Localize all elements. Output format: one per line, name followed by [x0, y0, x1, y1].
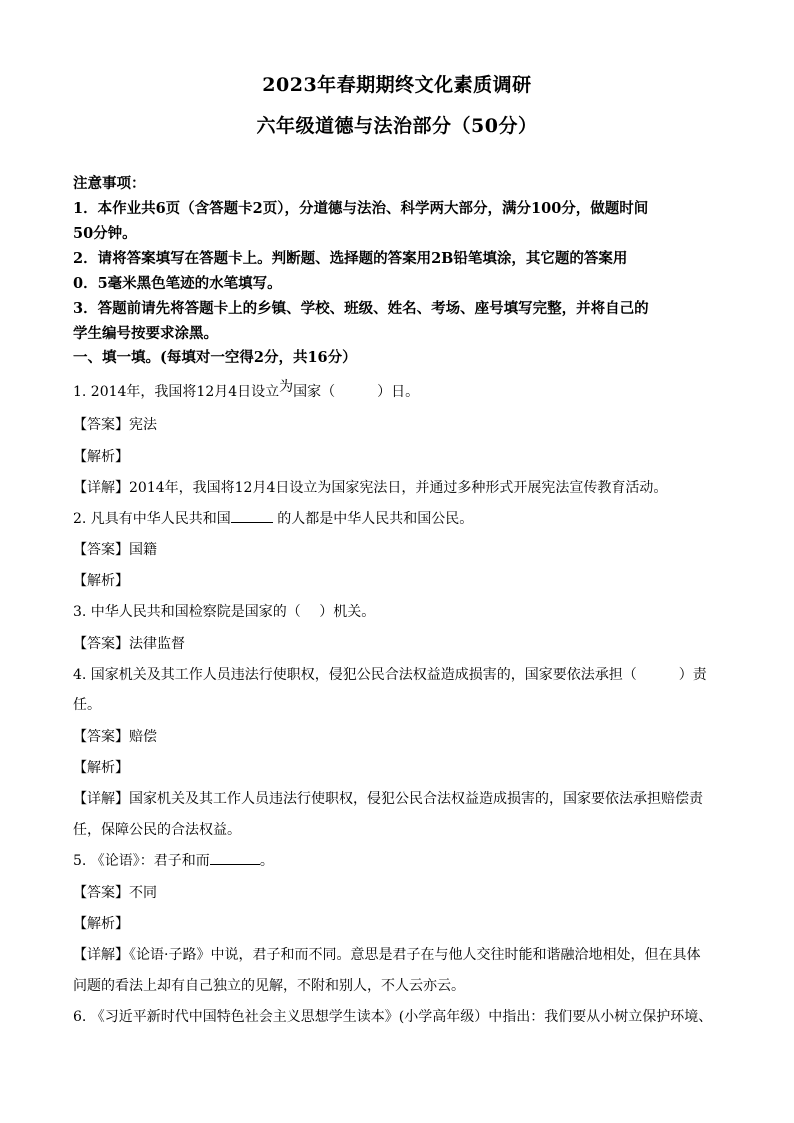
answer-label: 【答案】 — [73, 729, 129, 745]
question-text: 1. 2014年，我国将12月4日设立 — [73, 384, 280, 400]
answer-3 — [73, 633, 185, 653]
notes-line: 2．请将答案填写在答题卡上。判断题、选择题的答案用2B铅笔填涂，其它题的答案用 — [73, 250, 628, 267]
detail-5-cont — [73, 975, 465, 995]
question-text: 为 — [279, 379, 294, 395]
notes-line: 50分钟。 — [73, 225, 137, 242]
answer-text: 法律监督 — [129, 636, 185, 652]
analysis-1 — [73, 446, 129, 466]
notes-line: 0．5毫米黑色笔迹的水笔填写。 — [73, 275, 282, 292]
question-text: 国家（ ）日。 — [293, 384, 420, 400]
analysis-label: 【解析】 — [73, 573, 129, 589]
answer-1 — [73, 414, 157, 434]
detail-label: 【详解】 — [73, 791, 129, 807]
question-text: 5. 《论语》：君子和而 — [73, 853, 210, 869]
analysis-label: 【解析】 — [73, 760, 129, 776]
question-5 — [73, 850, 274, 870]
answer-text: 国籍 — [129, 542, 157, 558]
question-text: 4. 国家机关及其工作人员违法行使职权，侵犯公民合法权益造成损害的，国家要依法承担（ ）责 — [73, 667, 707, 683]
fill-blank — [210, 852, 260, 865]
question-2 — [73, 508, 473, 528]
answer-text: 宪法 — [129, 417, 157, 433]
question-text: 。 — [259, 853, 274, 869]
analysis-label: 【解析】 — [73, 449, 129, 465]
answer-5 — [73, 882, 157, 902]
answer-text: 赔偿 — [129, 729, 157, 745]
answer-label: 【答案】 — [73, 885, 129, 901]
analysis-label: 【解析】 — [73, 916, 129, 932]
analysis-2 — [73, 570, 129, 590]
question-4-cont — [73, 694, 101, 714]
question-3 — [73, 601, 375, 621]
fill-blank — [231, 510, 273, 523]
detail-label: 【详解】 — [73, 480, 129, 496]
page-subtitle: 六年级道德与法治部分（50分） — [256, 115, 538, 137]
analysis-4 — [73, 757, 129, 777]
question-text: 3. 中华人民共和国检察院是国家的（ ）机关。 — [73, 604, 376, 620]
detail-label: 【详解】 — [73, 947, 129, 963]
detail-text: 2014年，我国将12月4日设立为国家宪法日，并通过多种形式开展宪法宣传教育活动。 — [129, 480, 668, 496]
detail-text: 问题的看法上却有自己独立的见解，不附和别人，不人云亦云。 — [73, 978, 465, 994]
analysis-5 — [73, 913, 129, 933]
question-4 — [73, 664, 707, 684]
question-text: 2. 凡具有中华人民共和国 — [73, 511, 231, 527]
answer-label: 【答案】 — [73, 542, 129, 558]
answer-4 — [73, 726, 157, 746]
detail-1 — [73, 477, 667, 497]
answer-label: 【答案】 — [73, 417, 129, 433]
question-text: 的人都是中华人民共和国公民。 — [272, 511, 474, 527]
detail-5 — [73, 944, 700, 964]
answer-2 — [73, 539, 157, 559]
answer-text: 不同 — [129, 885, 157, 901]
question-text: 任。 — [73, 697, 101, 713]
question-6 — [73, 1006, 712, 1026]
detail-text: 国家机关及其工作人员违法行使职权，侵犯公民合法权益造成损害的，国家要依法承担赔偿责 — [129, 791, 703, 807]
answer-label: 【答案】 — [73, 636, 129, 652]
page-title: 2023年春期期终文化素质调研 — [262, 74, 532, 96]
question-1 — [73, 381, 419, 401]
detail-4-cont — [73, 819, 241, 839]
detail-4 — [73, 788, 703, 808]
notes-line: 学生编号按要求涂黑。 — [73, 325, 218, 342]
notes-line: 3．答题前请先将答题卡上的乡镇、学校、班级、姓名、考场、座号填写完整，并将自己的 — [73, 300, 649, 317]
question-text: 6. 《习近平新时代中国特色社会主义思想学生读本》(小学高年级）中指出：我们要从小树立保护环境、 — [73, 1009, 713, 1025]
detail-text: 任，保障公民的合法权益。 — [73, 822, 241, 838]
notes-line: 1．本作业共6页（含答题卡2页），分道德与法治、科学两大部分，满分100分，做题时间 — [73, 200, 649, 217]
notes-heading: 注意事项： — [73, 175, 146, 192]
section-heading: 一、填一填。(每填对一空得2分，共16分） — [73, 349, 357, 366]
detail-text: 《论语·子路》中说，君子和而不同。意思是君子在与他人交往时能和谐融洽地相处，但在具体 — [129, 947, 701, 963]
